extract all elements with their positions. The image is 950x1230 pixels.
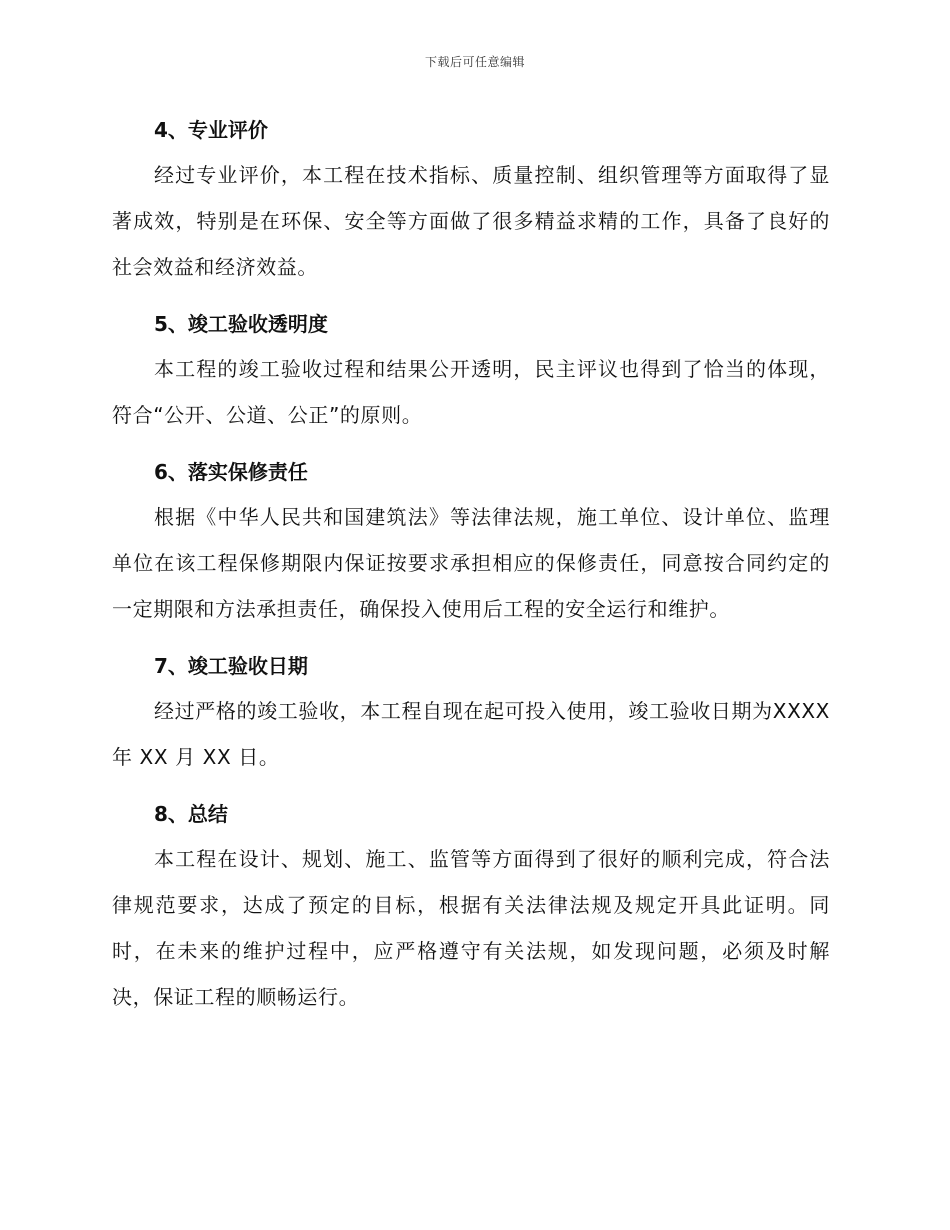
section-paragraph: 根据《中华人民共和国建筑法》等法律法规，施工单位、设计单位、监理单位在该工程保修期限内保证按要求承担相应的保修责任，同意按合同约定的一定期限和方法承担责任，确保投入使用后工程的安全运行和维护。 [112, 505, 830, 621]
section-acceptance-transparency [112, 302, 830, 438]
section-acceptance-date [112, 644, 830, 780]
section-heading: 5、竣工验收透明度 [154, 312, 328, 336]
section-professional-evaluation [112, 108, 830, 290]
section-heading: 7、竣工验收日期 [154, 654, 308, 678]
section-paragraph: 经过严格的竣工验收，本工程自现在起可投入使用，竣工验收日期为XXXX 年 XX 月 XX 日。 [112, 699, 830, 769]
page-header: 下载后可任意编辑 [424, 55, 525, 69]
section-paragraph: 本工程的竣工验收过程和结果公开透明，民主评议也得到了恰当的体现，符合“公开、公道、公正”的原则。 [112, 357, 830, 427]
section-warranty-responsibility [112, 450, 830, 632]
section-paragraph: 经过专业评价，本工程在技术指标、质量控制、组织管理等方面取得了显著成效，特别是在环保、安全等方面做了很多精益求精的工作，具备了良好的社会效益和经济效益。 [112, 163, 830, 279]
section-paragraph: 本工程在设计、规划、施工、监管等方面得到了很好的顺利完成，符合法律规范要求，达成了预定的目标，根据有关法律法规及规定开具此证明。同时，在未来的维护过程中，应严格遵守有关法规，如发现问题，必须及时解决，保证工程的顺畅运行。 [112, 847, 830, 1009]
document-body [112, 108, 830, 1032]
section-heading: 8、总结 [154, 802, 228, 826]
section-heading: 4、专业评价 [154, 118, 268, 142]
section-heading: 6、落实保修责任 [154, 460, 308, 484]
section-summary [112, 792, 830, 1020]
